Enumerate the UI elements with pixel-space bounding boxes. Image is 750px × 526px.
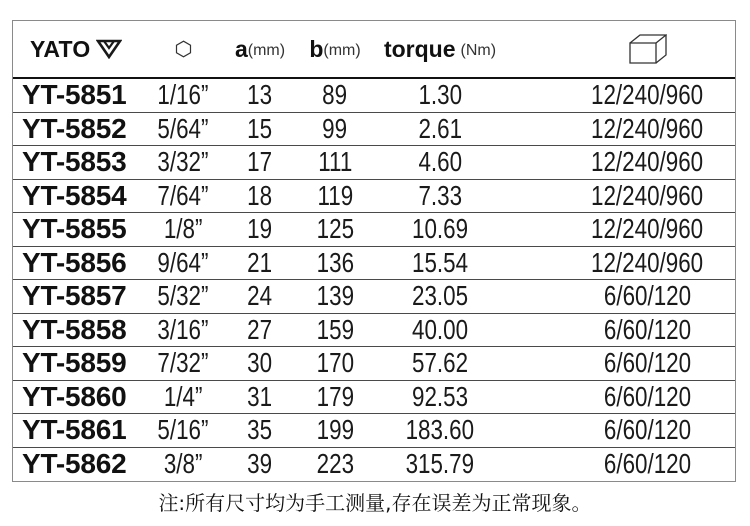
model-value: YT-5855 — [22, 213, 127, 245]
dim-a-cell — [226, 314, 294, 347]
packing-cell — [560, 180, 735, 213]
dim-b-cell — [294, 146, 376, 179]
empty-cell — [504, 347, 560, 380]
dim-a-unit: (mm) — [247, 42, 286, 59]
dim-a-value: 21 — [247, 246, 273, 278]
dim-b-cell — [294, 381, 376, 414]
torque-value: 7.33 — [418, 179, 462, 211]
torque-cell — [376, 414, 504, 447]
table-row — [13, 280, 735, 314]
torque-cell — [376, 180, 504, 213]
dim-b-value: 119 — [317, 179, 353, 211]
table-body — [13, 79, 735, 481]
hex-size-value: 3/16” — [157, 313, 209, 345]
dim-a-value: 27 — [247, 313, 273, 345]
dim-b-cell — [294, 79, 376, 112]
dim-b-cell — [294, 448, 376, 482]
torque-cell — [376, 448, 504, 482]
hex-size-value: 1/16” — [157, 79, 209, 111]
dim-b-cell — [294, 247, 376, 280]
model-value: YT-5862 — [22, 448, 127, 480]
packing-value: 6/60/120 — [603, 380, 692, 412]
torque-cell — [376, 314, 504, 347]
dim-b-cell — [294, 414, 376, 447]
dim-b-value: 170 — [316, 347, 354, 379]
box-icon — [629, 34, 667, 64]
table-row — [13, 113, 735, 147]
empty-cell — [504, 247, 560, 280]
table-row — [13, 314, 735, 348]
model-cell — [13, 347, 140, 380]
table-row — [13, 381, 735, 415]
dim-a-cell — [226, 113, 294, 146]
table-row — [13, 213, 735, 247]
dim-a-cell — [226, 146, 294, 179]
packing-cell — [560, 79, 735, 112]
torque-value: 1.30 — [418, 79, 462, 111]
packing-cell — [560, 381, 735, 414]
torque-value: 315.79 — [405, 448, 475, 480]
hex-size-cell — [140, 213, 226, 246]
hex-size-value: 5/32” — [157, 280, 209, 312]
torque-cell — [376, 113, 504, 146]
dim-a-cell — [226, 247, 294, 280]
dim-a-value: 19 — [247, 213, 273, 245]
table-row — [13, 146, 735, 180]
dim-b-value: 111 — [317, 146, 353, 178]
brand-text: YATO — [30, 35, 91, 62]
torque-value: 4.60 — [418, 146, 462, 178]
packing-cell — [560, 314, 735, 347]
packing-cell — [560, 414, 735, 447]
dim-a-value: 13 — [247, 79, 273, 111]
yato-logo-mark-icon — [96, 39, 122, 59]
dim-a-value: 24 — [247, 280, 273, 312]
model-cell — [13, 247, 140, 280]
dim-b-value: 223 — [316, 448, 354, 480]
torque-cell — [376, 146, 504, 179]
hex-size-value: 5/16” — [157, 414, 209, 446]
torque-cell — [376, 280, 504, 313]
table-row — [13, 414, 735, 448]
dim-a-cell — [226, 79, 294, 112]
torque-unit: (Nm) — [460, 42, 497, 59]
model-value: YT-5859 — [22, 347, 127, 379]
dim-a-cell — [226, 213, 294, 246]
empty-cell — [504, 414, 560, 447]
hex-size-cell — [140, 180, 226, 213]
dim-a-value: 15 — [247, 112, 273, 144]
model-cell — [13, 146, 140, 179]
hex-size-header — [140, 21, 226, 77]
hex-size-cell — [140, 247, 226, 280]
dim-a-value: 39 — [247, 448, 273, 480]
packing-header — [560, 21, 735, 77]
packing-value: 6/60/120 — [603, 280, 692, 312]
dim-b-cell — [294, 280, 376, 313]
dim-a-header — [226, 21, 294, 77]
model-cell — [13, 381, 140, 414]
model-cell — [13, 280, 140, 313]
hex-size-value: 3/32” — [157, 146, 209, 178]
hex-size-cell — [140, 146, 226, 179]
empty-cell — [504, 213, 560, 246]
dim-a-value: 18 — [247, 179, 273, 211]
model-cell — [13, 414, 140, 447]
packing-value: 6/60/120 — [603, 448, 692, 480]
torque-cell — [376, 347, 504, 380]
dim-b-value: 136 — [316, 246, 354, 278]
torque-cell — [376, 381, 504, 414]
dim-a-cell — [226, 180, 294, 213]
brand-logo — [13, 21, 140, 77]
dim-b-cell — [294, 180, 376, 213]
model-cell — [13, 213, 140, 246]
dim-b-header — [294, 21, 376, 77]
torque-value: 183.60 — [405, 414, 475, 446]
model-value: YT-5856 — [22, 246, 127, 278]
table-row — [13, 347, 735, 381]
torque-value: 10.69 — [411, 213, 469, 245]
dim-a-cell — [226, 280, 294, 313]
dim-a-value: 17 — [247, 146, 273, 178]
empty-cell — [504, 180, 560, 213]
dim-b-cell — [294, 314, 376, 347]
dim-b-cell — [294, 113, 376, 146]
hex-size-cell — [140, 314, 226, 347]
torque-value: 23.05 — [411, 280, 469, 312]
dim-a-label: a — [234, 35, 248, 62]
torque-value: 2.61 — [418, 112, 462, 144]
torque-header — [376, 21, 504, 77]
model-cell — [13, 314, 140, 347]
torque-cell — [376, 247, 504, 280]
hex-size-value: 7/64” — [157, 179, 209, 211]
table-row — [13, 247, 735, 281]
packing-cell — [560, 247, 735, 280]
empty-header-cell — [504, 21, 560, 77]
torque-cell — [376, 213, 504, 246]
dim-a-value: 35 — [247, 414, 273, 446]
torque-label: torque — [383, 35, 456, 62]
hex-size-value: 9/64” — [157, 246, 209, 278]
dim-b-value: 139 — [316, 280, 354, 312]
torque-value: 57.62 — [411, 347, 469, 379]
model-value: YT-5852 — [22, 112, 127, 144]
torque-value: 40.00 — [411, 313, 469, 345]
hex-size-value: 1/8” — [163, 213, 203, 245]
model-value: YT-5853 — [22, 146, 127, 178]
model-cell — [13, 79, 140, 112]
hex-size-value: 3/8” — [163, 448, 203, 480]
empty-cell — [504, 146, 560, 179]
model-value: YT-5854 — [22, 179, 127, 211]
spec-table — [12, 20, 736, 482]
packing-value: 12/240/960 — [591, 246, 704, 278]
packing-value: 12/240/960 — [591, 146, 704, 178]
packing-cell — [560, 280, 735, 313]
dim-b-value: 179 — [316, 380, 354, 412]
dim-b-label: b — [309, 35, 324, 62]
empty-cell — [504, 79, 560, 112]
model-cell — [13, 113, 140, 146]
packing-value: 6/60/120 — [603, 347, 692, 379]
hex-size-value: 1/4” — [163, 380, 203, 412]
hex-size-value: 5/64” — [157, 112, 209, 144]
empty-cell — [504, 280, 560, 313]
model-value: YT-5857 — [22, 280, 127, 312]
packing-cell — [560, 213, 735, 246]
table-row — [13, 448, 735, 482]
packing-value: 6/60/120 — [603, 414, 692, 446]
packing-cell — [560, 146, 735, 179]
dim-b-cell — [294, 347, 376, 380]
model-cell — [13, 180, 140, 213]
dim-a-cell — [226, 347, 294, 380]
hex-size-cell — [140, 381, 226, 414]
torque-value: 15.54 — [411, 246, 469, 278]
dim-b-value: 199 — [316, 414, 354, 446]
measurement-note: 注:所有尺寸均为手工测量,存在误差为正常现象。 — [158, 491, 592, 515]
hex-size-cell — [140, 280, 226, 313]
dim-b-value: 89 — [322, 79, 348, 111]
packing-value: 12/240/960 — [591, 79, 704, 111]
hex-size-value: 7/32” — [157, 347, 209, 379]
dim-b-value: 159 — [316, 313, 354, 345]
model-value: YT-5858 — [22, 313, 127, 345]
hex-size-cell — [140, 79, 226, 112]
empty-cell — [504, 381, 560, 414]
model-value: YT-5861 — [22, 414, 127, 446]
packing-cell — [560, 448, 735, 482]
hex-size-cell — [140, 448, 226, 482]
torque-value: 92.53 — [411, 380, 469, 412]
model-value: YT-5860 — [22, 380, 127, 412]
empty-cell — [504, 314, 560, 347]
table-row — [13, 180, 735, 214]
dim-b-value: 125 — [316, 213, 354, 245]
packing-cell — [560, 113, 735, 146]
dim-a-cell — [226, 414, 294, 447]
dim-a-cell — [226, 448, 294, 482]
table-header-row — [13, 21, 735, 79]
model-value: YT-5851 — [22, 79, 127, 111]
hex-size-cell — [140, 113, 226, 146]
empty-cell — [504, 113, 560, 146]
packing-value: 12/240/960 — [591, 213, 704, 245]
dim-a-value: 31 — [247, 380, 273, 412]
dim-b-unit: (mm) — [323, 42, 361, 59]
empty-cell — [504, 448, 560, 482]
dim-b-value: 99 — [322, 112, 348, 144]
table-row — [13, 79, 735, 113]
packing-value: 12/240/960 — [591, 179, 704, 211]
dim-a-cell — [226, 381, 294, 414]
hex-size-cell — [140, 347, 226, 380]
hexagon-icon — [175, 40, 192, 58]
torque-cell — [376, 79, 504, 112]
packing-cell — [560, 347, 735, 380]
dim-b-cell — [294, 213, 376, 246]
hex-size-cell — [140, 414, 226, 447]
packing-value: 12/240/960 — [591, 112, 704, 144]
dim-a-value: 30 — [247, 347, 273, 379]
model-cell — [13, 448, 140, 482]
packing-value: 6/60/120 — [603, 313, 692, 345]
